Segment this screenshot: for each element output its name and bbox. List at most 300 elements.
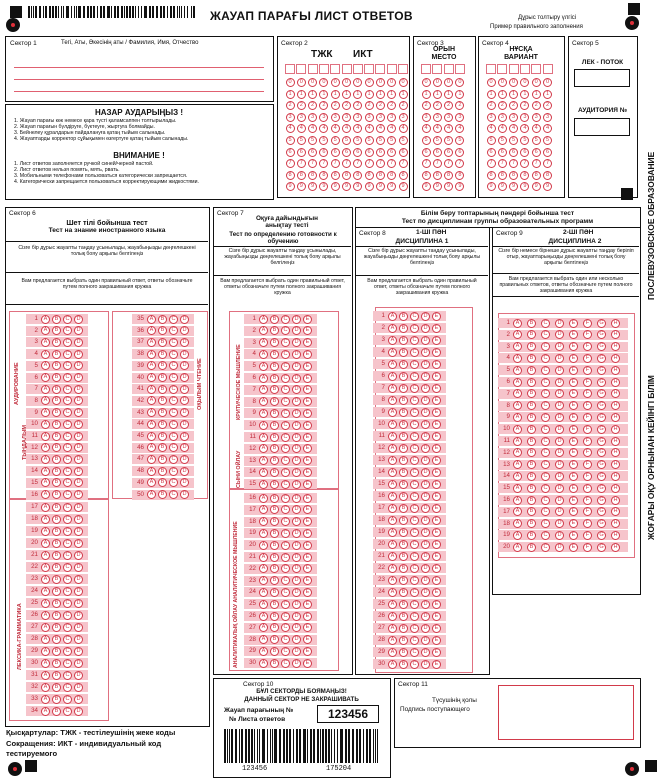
s7-answer-bubble[interactable]: C [281,362,290,371]
s6-answer-bubble[interactable]: A [147,338,156,347]
s6-answer-bubble[interactable]: B [52,315,61,324]
s8-answer-bubble[interactable]: E [432,600,441,609]
s7-answer-bubble[interactable]: E [303,350,312,359]
s6-answer-bubble[interactable]: D [180,350,189,359]
s9-answer-bubble[interactable]: D [555,460,564,469]
s7-answer-bubble[interactable]: C [281,635,290,644]
code-digit-bubble[interactable]: 0 [387,78,396,87]
s9-answer-bubble[interactable]: H [611,496,620,505]
s8-answer-bubble[interactable]: C [410,480,419,489]
s9-answer-bubble[interactable]: D [555,330,564,339]
code-digit-bubble[interactable]: 9 [331,182,340,191]
s6-answer-bubble[interactable]: D [74,373,83,382]
s6-answer-bubble[interactable]: B [52,420,61,429]
s9-answer-bubble[interactable]: D [555,319,564,328]
s8-answer-bubble[interactable]: B [399,528,408,537]
s6-answer-bubble[interactable]: B [52,490,61,499]
s8-answer-bubble[interactable]: D [421,468,430,477]
s6-answer-bubble[interactable]: B [158,396,167,405]
variant-digit-bubble[interactable]: 3 [543,113,552,122]
code-digit-bubble[interactable]: 2 [308,101,317,110]
s6-answer-bubble[interactable]: D [74,361,83,370]
variant-digit-bubble[interactable]: 0 [498,78,507,87]
seat-digit-bubble[interactable]: 6 [444,148,453,157]
s8-answer-bubble[interactable]: C [410,540,419,549]
code-digit-bubble[interactable]: 4 [319,124,328,133]
name-line-3[interactable] [14,91,264,92]
s8-answer-bubble[interactable]: C [410,324,419,333]
code-digit-bubble[interactable]: 0 [342,78,351,87]
s8-answer-bubble[interactable]: C [410,648,419,657]
s7-answer-bubble[interactable]: D [292,553,301,562]
code-digit-bubble[interactable]: 4 [297,124,306,133]
s6-answer-bubble[interactable]: A [147,467,156,476]
s7-answer-bubble[interactable]: A [259,397,268,406]
seat-digit-bubble[interactable]: 9 [444,182,453,191]
s9-answer-bubble[interactable]: C [541,354,550,363]
s6-answer-bubble[interactable]: B [52,563,61,572]
s6-answer-bubble[interactable]: B [158,443,167,452]
s9-answer-bubble[interactable]: F [583,389,592,398]
s6-answer-bubble[interactable]: B [158,361,167,370]
code-digit-bubble[interactable]: 4 [286,124,295,133]
s9-answer-bubble[interactable]: D [555,413,564,422]
s6-answer-bubble[interactable]: C [63,432,72,441]
s6-answer-bubble[interactable]: A [41,707,50,716]
s7-answer-bubble[interactable]: E [303,362,312,371]
s8-answer-bubble[interactable]: B [399,480,408,489]
s8-answer-bubble[interactable]: B [399,600,408,609]
code-digit-bubble[interactable]: 9 [399,182,408,191]
code-digit-bubble[interactable]: 1 [342,90,351,99]
s6-answer-bubble[interactable]: B [52,635,61,644]
s9-answer-bubble[interactable]: A [513,319,522,328]
s8-answer-bubble[interactable]: A [388,432,397,441]
s9-answer-bubble[interactable]: F [583,496,592,505]
s6-answer-bubble[interactable]: C [63,647,72,656]
s8-answer-bubble[interactable]: E [432,384,441,393]
s8-answer-bubble[interactable]: A [388,588,397,597]
s6-answer-bubble[interactable]: C [63,527,72,536]
s7-answer-bubble[interactable]: D [292,576,301,585]
variant-digit-bubble[interactable]: 9 [532,182,541,191]
s9-answer-bubble[interactable]: E [569,413,578,422]
s6-answer-bubble[interactable]: D [74,527,83,536]
s9-answer-bubble[interactable]: B [527,366,536,375]
s6-answer-bubble[interactable]: B [52,575,61,584]
s9-answer-bubble[interactable]: C [541,319,550,328]
s7-answer-bubble[interactable]: D [292,480,301,489]
s9-answer-bubble[interactable]: F [583,319,592,328]
variant-digit-bubble[interactable]: 3 [520,113,529,122]
s8-answer-bubble[interactable]: E [432,588,441,597]
s6-answer-bubble[interactable]: D [180,443,189,452]
s8-answer-bubble[interactable]: B [399,660,408,669]
s7-answer-bubble[interactable]: D [292,315,301,324]
code-digit-bubble[interactable]: 8 [319,171,328,180]
s6-answer-bubble[interactable]: D [74,695,83,704]
s6-answer-bubble[interactable]: D [74,490,83,499]
code-digit-bubble[interactable]: 2 [297,101,306,110]
s7-answer-bubble[interactable]: A [259,576,268,585]
s8-answer-bubble[interactable]: B [399,636,408,645]
s8-answer-bubble[interactable]: A [388,516,397,525]
s6-answer-bubble[interactable]: D [74,478,83,487]
s9-answer-bubble[interactable]: G [597,366,606,375]
s6-answer-bubble[interactable]: B [158,315,167,324]
s7-answer-bubble[interactable]: C [281,576,290,585]
s6-answer-bubble[interactable]: D [180,420,189,429]
code-digit-bubble[interactable]: 7 [353,159,362,168]
s6-answer-bubble[interactable]: D [74,420,83,429]
s6-answer-bubble[interactable]: A [147,432,156,441]
s6-answer-bubble[interactable]: B [158,432,167,441]
variant-digit-bubble[interactable]: 3 [487,113,496,122]
s6-answer-bubble[interactable]: A [41,408,50,417]
s7-answer-bubble[interactable]: E [303,647,312,656]
code-digit-bubble[interactable]: 0 [319,78,328,87]
s7-answer-bubble[interactable]: A [259,338,268,347]
s8-answer-bubble[interactable]: C [410,492,419,501]
s9-answer-bubble[interactable]: E [569,378,578,387]
variant-digit-bubble[interactable]: 6 [487,148,496,157]
code-digit-bubble[interactable]: 9 [319,182,328,191]
s8-answer-bubble[interactable]: C [410,552,419,561]
s8-answer-bubble[interactable]: A [388,648,397,657]
s9-answer-bubble[interactable]: B [527,354,536,363]
s6-answer-bubble[interactable]: B [52,373,61,382]
code-digit-bubble[interactable]: 1 [399,90,408,99]
s6-answer-bubble[interactable]: C [63,587,72,596]
s7-answer-bubble[interactable]: A [259,385,268,394]
s6-answer-bubble[interactable]: B [52,539,61,548]
s6-answer-bubble[interactable]: C [63,611,72,620]
s6-answer-bubble[interactable]: D [74,551,83,560]
s6-answer-bubble[interactable]: D [180,432,189,441]
s6-answer-bubble[interactable]: D [74,326,83,335]
s7-answer-bubble[interactable]: C [281,456,290,465]
variant-digit-bubble[interactable]: 3 [498,113,507,122]
auditorium-input[interactable] [574,118,630,136]
s8-answer-bubble[interactable]: C [410,516,419,525]
s7-answer-bubble[interactable]: B [270,374,279,383]
s6-answer-bubble[interactable]: A [147,420,156,429]
s7-answer-bubble[interactable]: A [259,553,268,562]
s7-answer-bubble[interactable]: C [281,374,290,383]
variant-digit-bubble[interactable]: 5 [498,136,507,145]
seat-digit-bubble[interactable]: 6 [433,148,442,157]
code-digit-bubble[interactable]: 7 [376,159,385,168]
s8-answer-bubble[interactable]: B [399,552,408,561]
variant-digit-bubble[interactable]: 4 [509,124,518,133]
seat-digit-bubble[interactable]: 3 [444,113,453,122]
s9-answer-bubble[interactable]: C [541,437,550,446]
variant-digit-bubble[interactable]: 0 [487,78,496,87]
s9-answer-bubble[interactable]: H [611,448,620,457]
s7-answer-bubble[interactable]: B [270,362,279,371]
s8-answer-bubble[interactable]: A [388,396,397,405]
seat-digit-bubble[interactable]: 9 [422,182,431,191]
code-digit-bubble[interactable]: 0 [286,78,295,87]
s6-answer-bubble[interactable]: A [147,315,156,324]
variant-digit-bubble[interactable]: 0 [543,78,552,87]
variant-digit-bubble[interactable]: 8 [520,171,529,180]
code-digit-bubble[interactable]: 4 [308,124,317,133]
s8-answer-bubble[interactable]: A [388,420,397,429]
s9-answer-bubble[interactable]: E [569,330,578,339]
s6-answer-bubble[interactable]: B [158,408,167,417]
variant-digit-bubble[interactable]: 4 [520,124,529,133]
s7-answer-bubble[interactable]: A [259,588,268,597]
s6-answer-bubble[interactable]: A [41,350,50,359]
code-digit-bubble[interactable]: 5 [353,136,362,145]
seat-digit-bubble[interactable]: 3 [455,113,464,122]
code-digit-bubble[interactable]: 3 [308,113,317,122]
s7-answer-bubble[interactable]: B [270,600,279,609]
s8-answer-bubble[interactable]: B [399,372,408,381]
code-digit-bubble[interactable]: 4 [387,124,396,133]
code-digit-bubble[interactable]: 9 [376,182,385,191]
s6-answer-bubble[interactable]: A [41,420,50,429]
s9-answer-bubble[interactable]: F [583,472,592,481]
code-digit-bubble[interactable]: 9 [365,182,374,191]
s8-answer-bubble[interactable]: D [421,384,430,393]
code-digit-bubble[interactable]: 9 [297,182,306,191]
s9-answer-bubble[interactable]: E [569,425,578,434]
s9-answer-bubble[interactable]: B [527,330,536,339]
s7-answer-bubble[interactable]: A [259,326,268,335]
s8-answer-bubble[interactable]: C [410,372,419,381]
s8-answer-bubble[interactable]: E [432,360,441,369]
s6-answer-bubble[interactable]: D [74,396,83,405]
code-digit-bubble[interactable]: 6 [353,148,362,157]
s9-answer-bubble[interactable]: E [569,354,578,363]
s6-answer-bubble[interactable]: C [169,338,178,347]
s9-answer-bubble[interactable]: F [583,448,592,457]
s9-answer-bubble[interactable]: H [611,519,620,528]
s7-answer-bubble[interactable]: B [270,576,279,585]
variant-digit-bubble[interactable]: 7 [543,159,552,168]
s9-answer-bubble[interactable]: H [611,389,620,398]
s8-answer-bubble[interactable]: D [421,408,430,417]
s7-answer-bubble[interactable]: D [292,397,301,406]
s6-answer-bubble[interactable]: D [74,671,83,680]
s6-answer-bubble[interactable]: C [169,315,178,324]
s6-answer-bubble[interactable]: C [63,551,72,560]
s9-answer-bubble[interactable]: G [597,378,606,387]
s8-answer-bubble[interactable]: B [399,468,408,477]
seat-digit-bubble[interactable]: 7 [422,159,431,168]
s7-answer-bubble[interactable]: C [281,480,290,489]
s9-answer-bubble[interactable]: G [597,472,606,481]
s9-answer-bubble[interactable]: H [611,342,620,351]
code-digit-bubble[interactable]: 2 [342,101,351,110]
s7-answer-bubble[interactable]: B [270,385,279,394]
s9-answer-bubble[interactable]: B [527,543,536,552]
s8-answer-bubble[interactable]: D [421,360,430,369]
s8-answer-bubble[interactable]: D [421,456,430,465]
s8-answer-bubble[interactable]: C [410,384,419,393]
s7-answer-bubble[interactable]: C [281,421,290,430]
s6-answer-bubble[interactable]: D [74,611,83,620]
code-digit-bubble[interactable]: 6 [319,148,328,157]
s6-answer-bubble[interactable]: D [180,315,189,324]
s9-answer-bubble[interactable]: B [527,507,536,516]
variant-digit-bubble[interactable]: 8 [509,171,518,180]
s7-answer-bubble[interactable]: A [259,494,268,503]
s7-answer-bubble[interactable]: A [259,468,268,477]
s9-answer-bubble[interactable]: A [513,543,522,552]
variant-digit-bubble[interactable]: 4 [487,124,496,133]
s8-answer-bubble[interactable]: E [432,636,441,645]
s6-answer-bubble[interactable]: C [169,490,178,499]
s7-answer-bubble[interactable]: B [270,659,279,668]
s7-answer-bubble[interactable]: E [303,421,312,430]
s9-answer-bubble[interactable]: G [597,484,606,493]
s6-answer-bubble[interactable]: B [158,478,167,487]
s6-answer-bubble[interactable]: B [158,385,167,394]
s7-answer-bubble[interactable]: E [303,553,312,562]
s8-answer-bubble[interactable]: A [388,480,397,489]
s9-answer-bubble[interactable]: G [597,460,606,469]
code-digit-bubble[interactable]: 6 [365,148,374,157]
s6-answer-bubble[interactable]: D [180,338,189,347]
s6-answer-bubble[interactable]: C [63,707,72,716]
s6-answer-bubble[interactable]: C [63,695,72,704]
s9-answer-bubble[interactable]: F [583,401,592,410]
s6-answer-bubble[interactable]: D [74,443,83,452]
s7-answer-bubble[interactable]: D [292,600,301,609]
s7-answer-bubble[interactable]: E [303,529,312,538]
s7-answer-bubble[interactable]: C [281,553,290,562]
s6-answer-bubble[interactable]: C [63,671,72,680]
code-digit-bubble[interactable]: 3 [353,113,362,122]
s8-answer-bubble[interactable]: E [432,324,441,333]
s8-answer-bubble[interactable]: A [388,540,397,549]
s6-answer-bubble[interactable]: C [63,575,72,584]
s6-answer-bubble[interactable]: D [74,635,83,644]
s8-answer-bubble[interactable]: E [432,480,441,489]
code-digit-bubble[interactable]: 1 [319,90,328,99]
s7-answer-bubble[interactable]: C [281,409,290,418]
s8-answer-bubble[interactable]: D [421,612,430,621]
s7-answer-bubble[interactable]: D [292,505,301,514]
s6-answer-bubble[interactable]: C [63,683,72,692]
s7-answer-bubble[interactable]: A [259,541,268,550]
code-digit-bubble[interactable]: 0 [365,78,374,87]
s7-answer-bubble[interactable]: B [270,647,279,656]
s9-answer-bubble[interactable]: F [583,342,592,351]
variant-digit-bubble[interactable]: 0 [520,78,529,87]
seat-digit-bubble[interactable]: 4 [433,124,442,133]
seat-digit-bubble[interactable]: 8 [433,171,442,180]
s8-answer-bubble[interactable]: B [399,420,408,429]
s6-answer-bubble[interactable]: B [52,467,61,476]
s8-answer-bubble[interactable]: E [432,420,441,429]
s8-answer-bubble[interactable]: B [399,492,408,501]
s9-answer-bubble[interactable]: C [541,342,550,351]
code-digit-bubble[interactable]: 8 [297,171,306,180]
s9-answer-bubble[interactable]: F [583,519,592,528]
s8-answer-bubble[interactable]: C [410,456,419,465]
s7-answer-bubble[interactable]: A [259,409,268,418]
s7-answer-bubble[interactable]: B [270,564,279,573]
s6-answer-bubble[interactable]: D [74,575,83,584]
s7-answer-bubble[interactable]: A [259,421,268,430]
s6-answer-bubble[interactable]: C [169,432,178,441]
s6-answer-bubble[interactable]: C [63,599,72,608]
s9-answer-bubble[interactable]: E [569,401,578,410]
s8-answer-bubble[interactable]: D [421,576,430,585]
code-digit-bubble[interactable]: 2 [286,101,295,110]
s8-answer-bubble[interactable]: C [410,348,419,357]
s6-answer-bubble[interactable]: C [169,478,178,487]
s7-answer-bubble[interactable]: E [303,623,312,632]
seat-digit-bubble[interactable]: 6 [422,148,431,157]
s7-answer-bubble[interactable]: C [281,468,290,477]
s7-answer-bubble[interactable]: A [259,564,268,573]
s6-answer-bubble[interactable]: A [41,315,50,324]
s8-answer-bubble[interactable]: E [432,564,441,573]
s8-answer-bubble[interactable]: E [432,432,441,441]
s6-answer-bubble[interactable]: A [147,396,156,405]
s9-answer-bubble[interactable]: C [541,484,550,493]
s9-answer-bubble[interactable]: G [597,531,606,540]
s8-answer-bubble[interactable]: A [388,600,397,609]
s9-answer-bubble[interactable]: A [513,366,522,375]
s9-answer-bubble[interactable]: C [541,413,550,422]
s9-answer-bubble[interactable]: A [513,448,522,457]
s7-answer-bubble[interactable]: E [303,635,312,644]
s8-answer-bubble[interactable]: C [410,564,419,573]
s9-answer-bubble[interactable]: F [583,543,592,552]
s9-answer-bubble[interactable]: F [583,366,592,375]
s9-answer-bubble[interactable]: E [569,496,578,505]
s9-answer-bubble[interactable]: B [527,401,536,410]
s6-answer-bubble[interactable]: B [158,490,167,499]
s8-answer-bubble[interactable]: A [388,660,397,669]
s6-answer-bubble[interactable]: B [52,707,61,716]
s9-answer-bubble[interactable]: A [513,531,522,540]
s9-answer-bubble[interactable]: B [527,519,536,528]
s7-answer-bubble[interactable]: D [292,456,301,465]
s9-answer-bubble[interactable]: H [611,425,620,434]
seat-digit-bubble[interactable]: 2 [444,101,453,110]
s6-answer-bubble[interactable]: A [41,647,50,656]
s6-answer-bubble[interactable]: C [63,490,72,499]
s8-answer-bubble[interactable]: B [399,312,408,321]
s7-answer-bubble[interactable]: B [270,529,279,538]
s6-answer-bubble[interactable]: A [41,432,50,441]
s9-answer-bubble[interactable]: D [555,472,564,481]
s6-answer-bubble[interactable]: D [74,385,83,394]
s9-answer-bubble[interactable]: C [541,531,550,540]
s9-answer-bubble[interactable]: A [513,496,522,505]
variant-digit-bubble[interactable]: 1 [532,90,541,99]
s6-answer-bubble[interactable]: A [41,527,50,536]
s9-answer-bubble[interactable]: H [611,378,620,387]
s6-answer-bubble[interactable]: C [63,361,72,370]
s7-answer-bubble[interactable]: D [292,362,301,371]
code-digit-bubble[interactable]: 5 [365,136,374,145]
s8-answer-bubble[interactable]: E [432,444,441,453]
s6-answer-bubble[interactable]: C [169,350,178,359]
s9-answer-bubble[interactable]: E [569,342,578,351]
s8-answer-bubble[interactable]: D [421,504,430,513]
s8-answer-bubble[interactable]: E [432,612,441,621]
s8-answer-bubble[interactable]: E [432,396,441,405]
code-digit-bubble[interactable]: 9 [387,182,396,191]
